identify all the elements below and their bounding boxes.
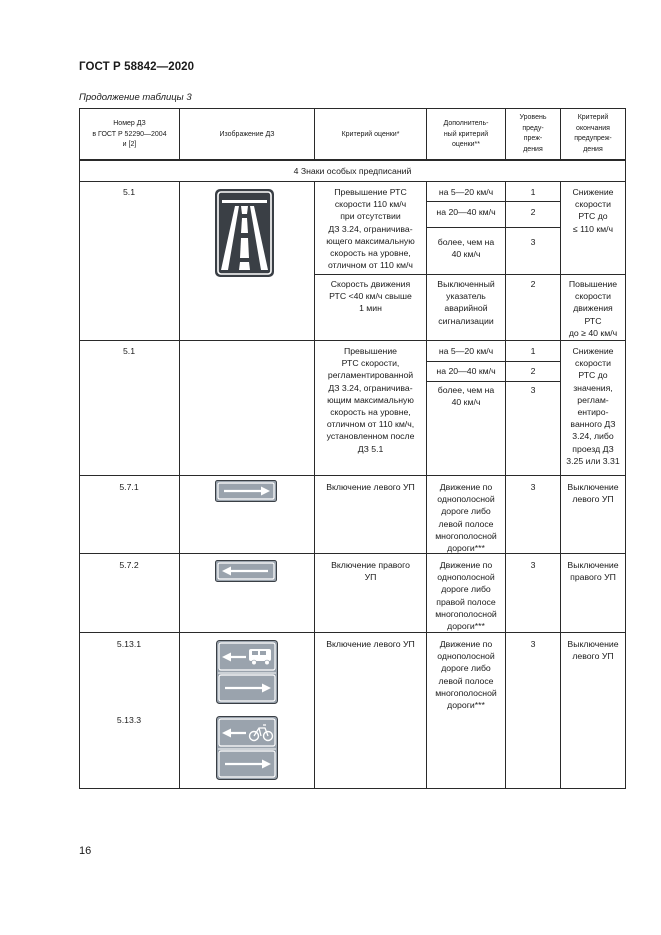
row-number: 5.7.1 — [119, 482, 139, 492]
row-end-criterion: Снижение скорости РТС до ≤ 110 км/ч — [572, 187, 614, 234]
subrow-divider — [426, 201, 560, 202]
col-header-image: Изображение ДЗ — [219, 130, 275, 138]
row-number: 5.1 — [122, 346, 136, 356]
page-number: 16 — [79, 845, 92, 857]
row-extra: более, чем на 40 км/ч — [437, 237, 495, 260]
row-level: 3 — [530, 237, 536, 247]
row-number-secondary: 5.13.3 — [116, 715, 142, 725]
row-end-criterion: Выключение левого УП — [567, 482, 619, 505]
row-level: 2 — [530, 279, 536, 289]
arrow-left-sign-icon — [215, 560, 277, 582]
row-extra: Выключенный указатель аварийной сигнализации — [437, 279, 495, 326]
row-level: 2 — [530, 207, 536, 217]
row-end-criterion: Повышение скорости движения РТС до ≥ 40 км/ч — [568, 279, 618, 338]
row-divider — [79, 475, 626, 476]
header-divider — [79, 159, 626, 161]
row-level: 1 — [530, 346, 536, 356]
column-divider — [179, 181, 180, 789]
row-divider — [314, 274, 626, 275]
row-criterion: Включение правого УП — [331, 560, 410, 583]
table-border-bottom — [79, 788, 626, 789]
row-divider — [79, 632, 626, 633]
row-criterion: Включение левого УП — [326, 482, 415, 492]
row-extra: Движение по однополосной дороге либо левой полосе многополосной дороги*** — [435, 482, 497, 554]
row-extra: на 20—40 км/ч — [436, 207, 496, 217]
subrow-divider — [426, 227, 560, 228]
row-extra: на 5—20 км/ч — [438, 187, 494, 197]
row-number: 5.7.2 — [119, 560, 139, 570]
table-caption: Продолжение таблицы 3 — [79, 92, 192, 103]
section-title: 4 Знаки особых предписаний — [293, 166, 412, 176]
col-header-end: Критерий окончания предупреж- дения — [574, 114, 612, 153]
table — [79, 108, 626, 789]
row-level: 3 — [530, 639, 536, 649]
subrow-divider — [426, 381, 560, 382]
col-header-criterion: Критерий оценки* — [341, 130, 400, 138]
table-border-right — [625, 108, 626, 789]
row-criterion: Превышение РТС скорости, регламентированной ДЗ 3.24, ограничива- ющим максимальную скорость на уровне, отличном от 110 км/ч, установленном после ДЗ 5.1 — [326, 346, 415, 454]
subrow-divider — [426, 361, 560, 362]
row-extra: на 5—20 км/ч — [438, 346, 494, 356]
row-number: 5.1 — [122, 187, 136, 197]
col-header-level: Уровень преду- преж- дения — [519, 114, 547, 153]
row-number: 5.13.1 — [116, 639, 142, 649]
row-end-criterion: Выключение правого УП — [567, 560, 619, 583]
row-divider — [79, 340, 626, 341]
motorway-sign-icon — [214, 188, 275, 278]
row-level: 1 — [530, 187, 536, 197]
row-criterion: Скорость движения РТС <40 км/ч свыше 1 мин — [329, 279, 412, 314]
table-border-top — [79, 108, 626, 109]
col-header-number: Номер ДЗ в ГОСТ Р 52290—2004 и [2] — [92, 120, 167, 149]
row-level: 3 — [530, 560, 536, 570]
row-extra: Движение по однополосной дороге либо левой полосе многополосной дороги*** — [435, 639, 497, 711]
arrow-right-sign-icon — [215, 480, 277, 502]
bus-lane-sign-icon — [216, 640, 278, 704]
document-title: ГОСТ Р 58842—2020 — [79, 61, 195, 73]
row-divider — [79, 553, 626, 554]
bike-lane-sign-icon — [216, 716, 278, 780]
row-end-criterion: Выключение левого УП — [567, 639, 619, 662]
row-extra: Движение по однополосной дороге либо правой полосе многополосной дороги*** — [435, 560, 497, 632]
section-divider — [79, 181, 626, 182]
row-criterion: Включение левого УП — [326, 639, 415, 649]
row-extra: более, чем на 40 км/ч — [437, 385, 495, 408]
row-level: 2 — [530, 366, 536, 376]
table-border-left — [79, 108, 80, 789]
row-level: 3 — [530, 482, 536, 492]
row-extra: на 20—40 км/ч — [436, 366, 496, 376]
row-level: 3 — [530, 385, 536, 395]
row-criterion: Превышение РТС скорости 110 км/ч при отсутствии ДЗ 3.24, ограничива- ющего максимальную скорость на уровне, отличном от 110 км/ч — [326, 187, 415, 271]
row-end-criterion: Снижение скорости РТС до значения, реглам- ентиро- ванного ДЗ 3.24, либо проезд ДЗ 3.25 или 3.31 — [566, 346, 620, 466]
col-header-extra: Дополнитель- ный критерий оценки** — [443, 120, 489, 149]
